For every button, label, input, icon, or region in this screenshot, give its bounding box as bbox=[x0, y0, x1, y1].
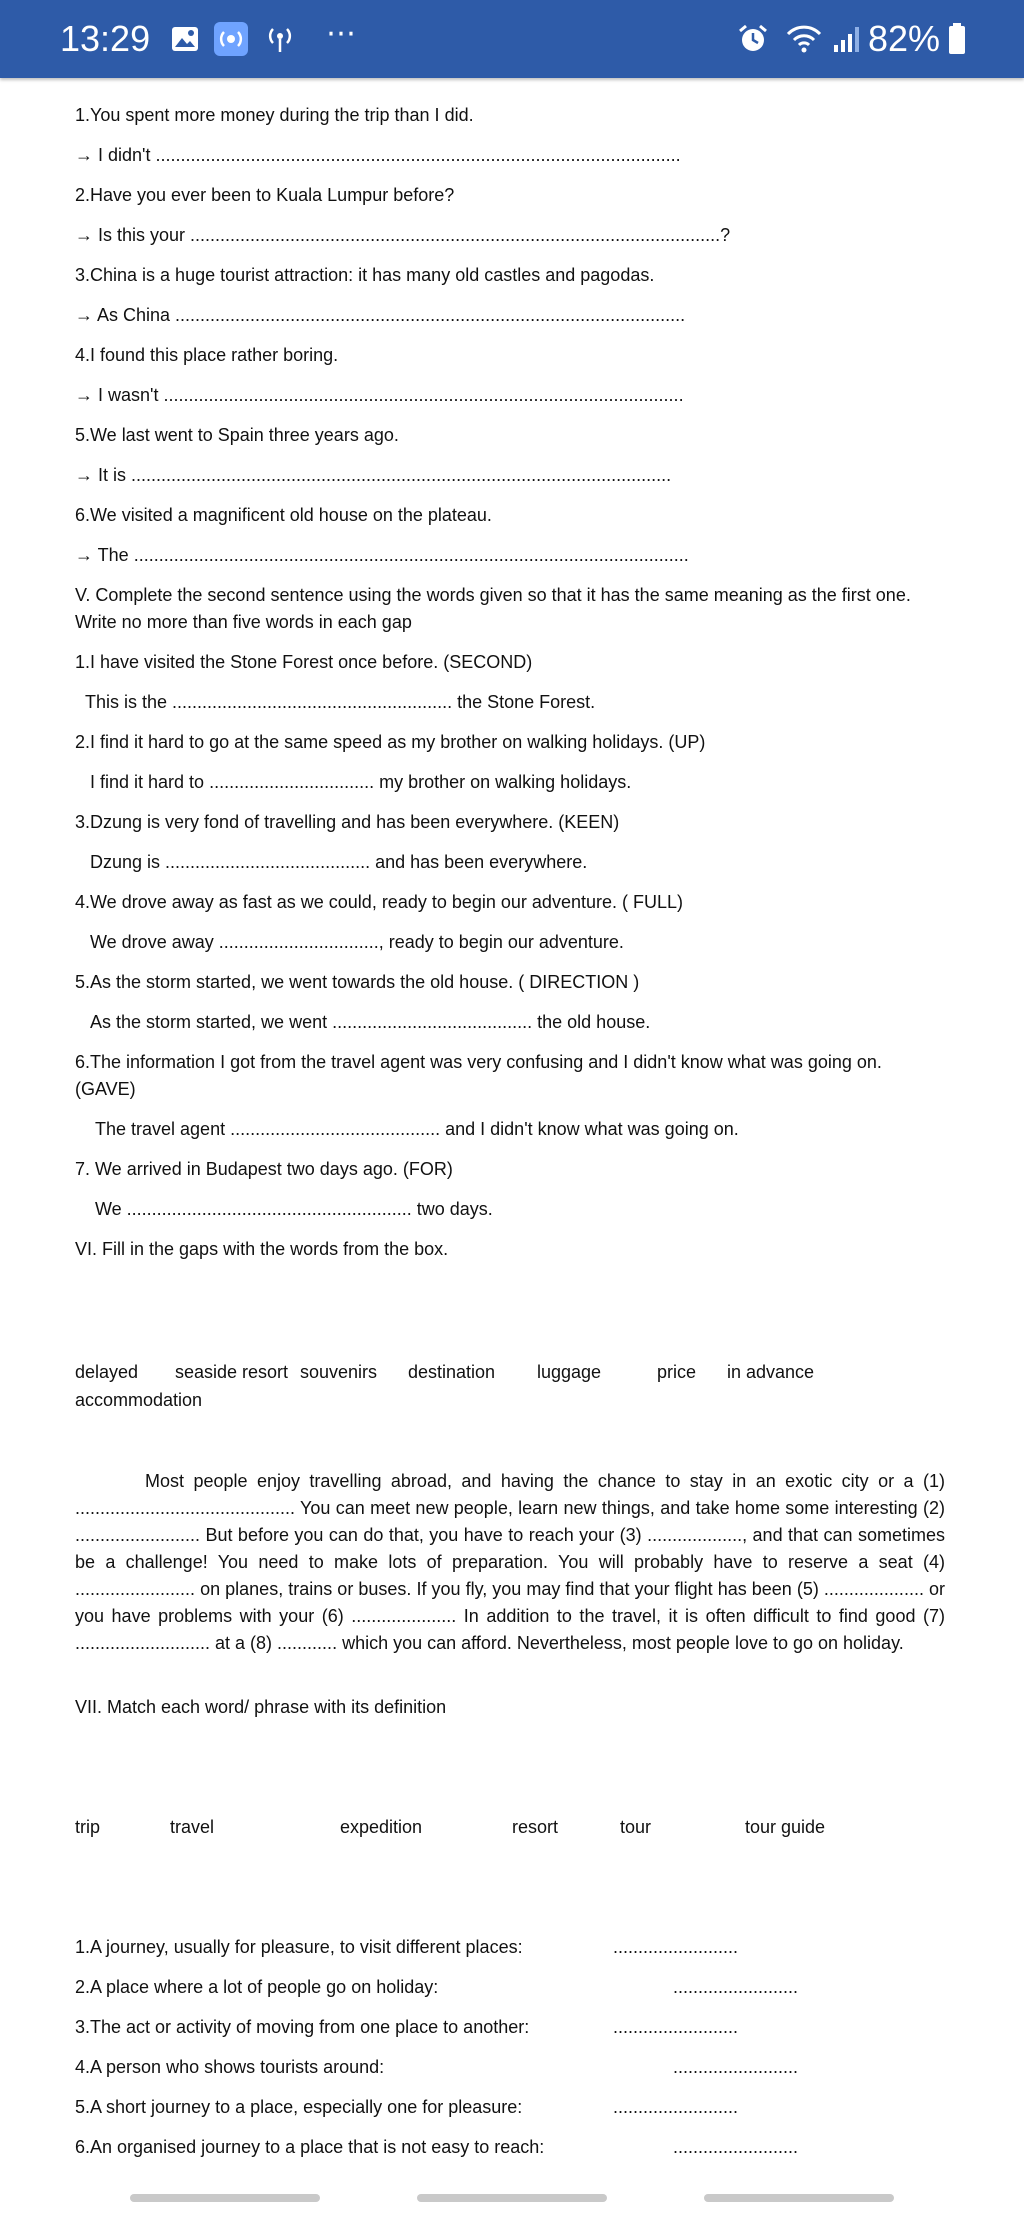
s6-word: accommodation bbox=[75, 1390, 203, 1410]
s5-sentence-7: 7. We arrived in Budapest two days ago. (FOR) bbox=[75, 1159, 453, 1179]
s7-blank-1: ......................... bbox=[613, 1937, 739, 1957]
s7-blank-3: ......................... bbox=[613, 2017, 739, 2037]
wifi-icon bbox=[784, 22, 824, 56]
s6-word: souvenirs bbox=[300, 1362, 378, 1382]
s6-passage-text: Most people enjoy travelling abroad, and having the chance to stay in an exotic city or a (1) ............................................ You can meet new people, learn new things, and take home some interesting (2) ......................... But before you can do that, you have to reach your (3) ..................., and that can sometimes be a challenge! You need to make lots of preparation. You will probably have to reserve a seat (4) ........................ on planes, trains or buses. If you fly, you may find that your flight has been (5) .................... or you have problems with your (6) ..................... In addition to the travel, it is often difficult to find good (7) ........................... at a (8) ............ which you can afford. Nevertheless, most people love to go on holiday. bbox=[75, 1471, 945, 1653]
s5-rewrite-1: This is the ........................................................ the Stone Forest. bbox=[85, 692, 596, 712]
s6-word: in advance bbox=[727, 1362, 815, 1382]
s5-heading-2: Write no more than five words in each gap bbox=[75, 612, 412, 632]
s5-sentence-6-cont: (GAVE) bbox=[75, 1079, 136, 1099]
s5-rewrite-3: Dzung is ......................................... and has been everywhere. bbox=[90, 852, 588, 872]
s6-word: seaside resort bbox=[175, 1362, 289, 1382]
s4-rewrite-1: → I didn't ......................................................................................................... bbox=[75, 145, 681, 165]
tag-notification-icon bbox=[214, 22, 248, 56]
s6-word: price bbox=[657, 1362, 697, 1382]
gallery-icon bbox=[170, 22, 200, 56]
s7-word: travel bbox=[170, 1817, 215, 1837]
s5-rewrite-6: The travel agent .......................................... and I didn't know what was going on. bbox=[95, 1119, 739, 1139]
s7-word: resort bbox=[512, 1817, 559, 1837]
signal-strength-icon bbox=[830, 22, 864, 56]
s4-sentence-6: 6.We visited a magnificent old house on the plateau. bbox=[75, 505, 492, 525]
s7-word: tour bbox=[620, 1817, 652, 1837]
s4-sentence-1: 1.You spent more money during the trip than I did. bbox=[75, 105, 474, 125]
alarm-icon bbox=[736, 22, 770, 56]
s7-definition-2: 2.A place where a lot of people go on holiday: bbox=[75, 1977, 439, 1997]
s4-rewrite-5: → It is ............................................................................................................ bbox=[75, 465, 672, 485]
s5-rewrite-2: I find it hard to ................................. my brother on walking holidays. bbox=[90, 772, 632, 792]
s7-blank-6: ......................... bbox=[673, 2137, 799, 2157]
s4-sentence-3: 3.China is a huge tourist attraction: it has many old castles and pagodas. bbox=[75, 265, 655, 285]
navigation-bar bbox=[0, 2180, 1024, 2217]
s4-sentence-4: 4.I found this place rather boring. bbox=[75, 345, 339, 365]
s4-rewrite-6: → The ............................................................................................................... bbox=[75, 545, 689, 565]
s7-word: tour guide bbox=[745, 1817, 826, 1837]
clock: 13:29 bbox=[60, 18, 151, 59]
s4-rewrite-4: → I wasn't ........................................................................................................ bbox=[75, 385, 684, 405]
s5-sentence-4: 4.We drove away as fast as we could, ready to begin our adventure. ( FULL) bbox=[75, 892, 683, 912]
s6-heading: VI. Fill in the gaps with the words from the box. bbox=[75, 1239, 449, 1259]
s5-sentence-5: 5.As the storm started, we went towards the old house. ( DIRECTION ) bbox=[75, 972, 640, 992]
home-button[interactable] bbox=[417, 2194, 607, 2202]
s5-sentence-1: 1.I have visited the Stone Forest once before. (SECOND) bbox=[75, 652, 533, 672]
status-bar bbox=[0, 0, 1024, 78]
s7-definition-3: 3.The act or activity of moving from one place to another: bbox=[75, 2017, 530, 2037]
s6-word: destination bbox=[408, 1362, 496, 1382]
battery-percentage: 82% bbox=[868, 18, 941, 59]
s7-blank-2: ......................... bbox=[673, 1977, 799, 1997]
hotspot-icon bbox=[262, 22, 298, 56]
s7-word: trip bbox=[75, 1817, 101, 1837]
s5-sentence-2: 2.I find it hard to go at the same speed as my brother on walking holidays. (UP) bbox=[75, 732, 706, 752]
s7-word: expedition bbox=[340, 1817, 423, 1837]
more-notifications-icon: ⋯ bbox=[326, 16, 358, 50]
s7-definition-1: 1.A journey, usually for pleasure, to visit different places: bbox=[75, 1937, 523, 1957]
s5-rewrite-7: We ......................................................... two days. bbox=[95, 1199, 493, 1219]
s7-heading: VII. Match each word/ phrase with its definition bbox=[75, 1697, 447, 1717]
s6-passage bbox=[75, 1468, 945, 1657]
s4-sentence-2: 2.Have you ever been to Kuala Lumpur before? bbox=[75, 185, 455, 205]
s4-rewrite-2: → Is this your ..........................................................................................................? bbox=[75, 225, 731, 245]
s4-sentence-5: 5.We last went to Spain three years ago. bbox=[75, 425, 399, 445]
s7-blank-5: ......................... bbox=[613, 2097, 739, 2117]
s7-blank-4: ......................... bbox=[673, 2057, 799, 2077]
s6-word: delayed bbox=[75, 1362, 139, 1382]
s5-sentence-3: 3.Dzung is very fond of travelling and has been everywhere. (KEEN) bbox=[75, 812, 620, 832]
battery-icon bbox=[946, 22, 968, 56]
s4-rewrite-3: → As China ...................................................................................................... bbox=[75, 305, 686, 325]
recent-apps-button[interactable] bbox=[130, 2194, 320, 2202]
back-button[interactable] bbox=[704, 2194, 894, 2202]
s5-rewrite-5: As the storm started, we went ........................................ the old house. bbox=[90, 1012, 651, 1032]
s7-definition-5: 5.A short journey to a place, especially one for pleasure: bbox=[75, 2097, 523, 2117]
s7-definition-4: 4.A person who shows tourists around: bbox=[75, 2057, 385, 2077]
s6-word: luggage bbox=[537, 1362, 602, 1382]
s5-heading: V. Complete the second sentence using the words given so that it has the same meaning as the first one. bbox=[75, 585, 911, 605]
s5-rewrite-4: We drove away ................................, ready to begin our adventure. bbox=[90, 932, 624, 952]
s5-sentence-6: 6.The information I got from the travel agent was very confusing and I didn't know what was going on. bbox=[75, 1052, 882, 1072]
s7-definition-6: 6.An organised journey to a place that is not easy to reach: bbox=[75, 2137, 545, 2157]
